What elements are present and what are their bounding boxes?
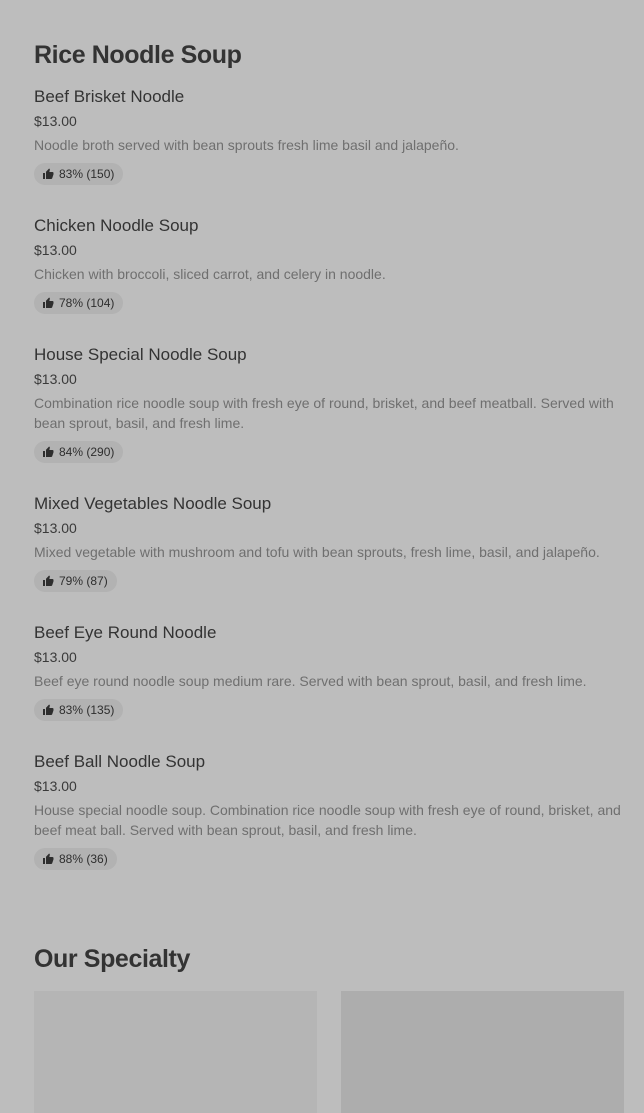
thumbs-up-icon: [42, 297, 54, 309]
rating-badge: [34, 163, 123, 185]
specialty-card[interactable]: [341, 991, 624, 1113]
item-name: Beef Brisket Noodle: [34, 87, 185, 106]
menu-item[interactable]: [34, 493, 624, 592]
specialty-card[interactable]: [34, 991, 317, 1113]
menu-item[interactable]: [34, 344, 624, 463]
rating-badge: [34, 441, 123, 463]
item-price: $13.00: [34, 371, 77, 387]
item-description: Noodle broth served with bean sprouts fresh lime basil and jalapeño.: [34, 137, 459, 153]
thumbs-up-icon: [42, 168, 54, 180]
item-description: Combination rice noodle soup with fresh eye of round, brisket, and beef meatball. Served with bean sprout, basil, and fresh lime.: [34, 395, 614, 431]
menu-item[interactable]: [34, 751, 624, 870]
item-price: $13.00: [34, 242, 77, 258]
menu-item[interactable]: [34, 622, 624, 721]
item-description: House special noodle soup. Combination rice noodle soup with fresh eye of round, brisket, and beef meat ball. Served with bean sprout, basil, and fresh lime.: [34, 802, 621, 838]
rating-badge: [34, 699, 123, 721]
rating-text: 88% (36): [59, 852, 108, 866]
thumbs-up-icon: [42, 704, 54, 716]
thumbs-up-icon: [42, 575, 54, 587]
thumbs-up-icon: [42, 853, 54, 865]
item-price: $13.00: [34, 778, 77, 794]
thumbs-up-icon: [42, 446, 54, 458]
rating-badge: [34, 570, 117, 592]
section-title-our-specialty: Our Specialty: [34, 945, 190, 973]
rating-text: 84% (290): [59, 445, 115, 459]
item-price: $13.00: [34, 113, 77, 129]
specialty-card-row: [34, 991, 624, 1113]
item-name: Mixed Vegetables Noodle Soup: [34, 494, 272, 513]
rating-text: 83% (135): [59, 703, 115, 717]
rating-badge: [34, 292, 123, 314]
item-name: Chicken Noodle Soup: [34, 216, 199, 235]
menu-item[interactable]: [34, 86, 624, 185]
item-description: Chicken with broccoli, sliced carrot, and celery in noodle.: [34, 266, 386, 282]
item-name: Beef Eye Round Noodle: [34, 623, 217, 642]
rating-text: 83% (150): [59, 167, 115, 181]
item-description: Mixed vegetable with mushroom and tofu with bean sprouts, fresh lime, basil, and jalapeño.: [34, 544, 600, 560]
menu-item[interactable]: [34, 215, 624, 314]
rating-badge: [34, 848, 117, 870]
menu-item-list: [34, 86, 624, 900]
item-name: Beef Ball Noodle Soup: [34, 752, 206, 771]
item-price: $13.00: [34, 649, 77, 665]
section-title-rice-noodle-soup: Rice Noodle Soup: [34, 41, 242, 69]
item-description: Beef eye round noodle soup medium rare. Served with bean sprout, basil, and fresh lime.: [34, 673, 587, 689]
rating-text: 79% (87): [59, 574, 108, 588]
item-name: House Special Noodle Soup: [34, 345, 247, 364]
rating-text: 78% (104): [59, 296, 115, 310]
item-price: $13.00: [34, 520, 77, 536]
